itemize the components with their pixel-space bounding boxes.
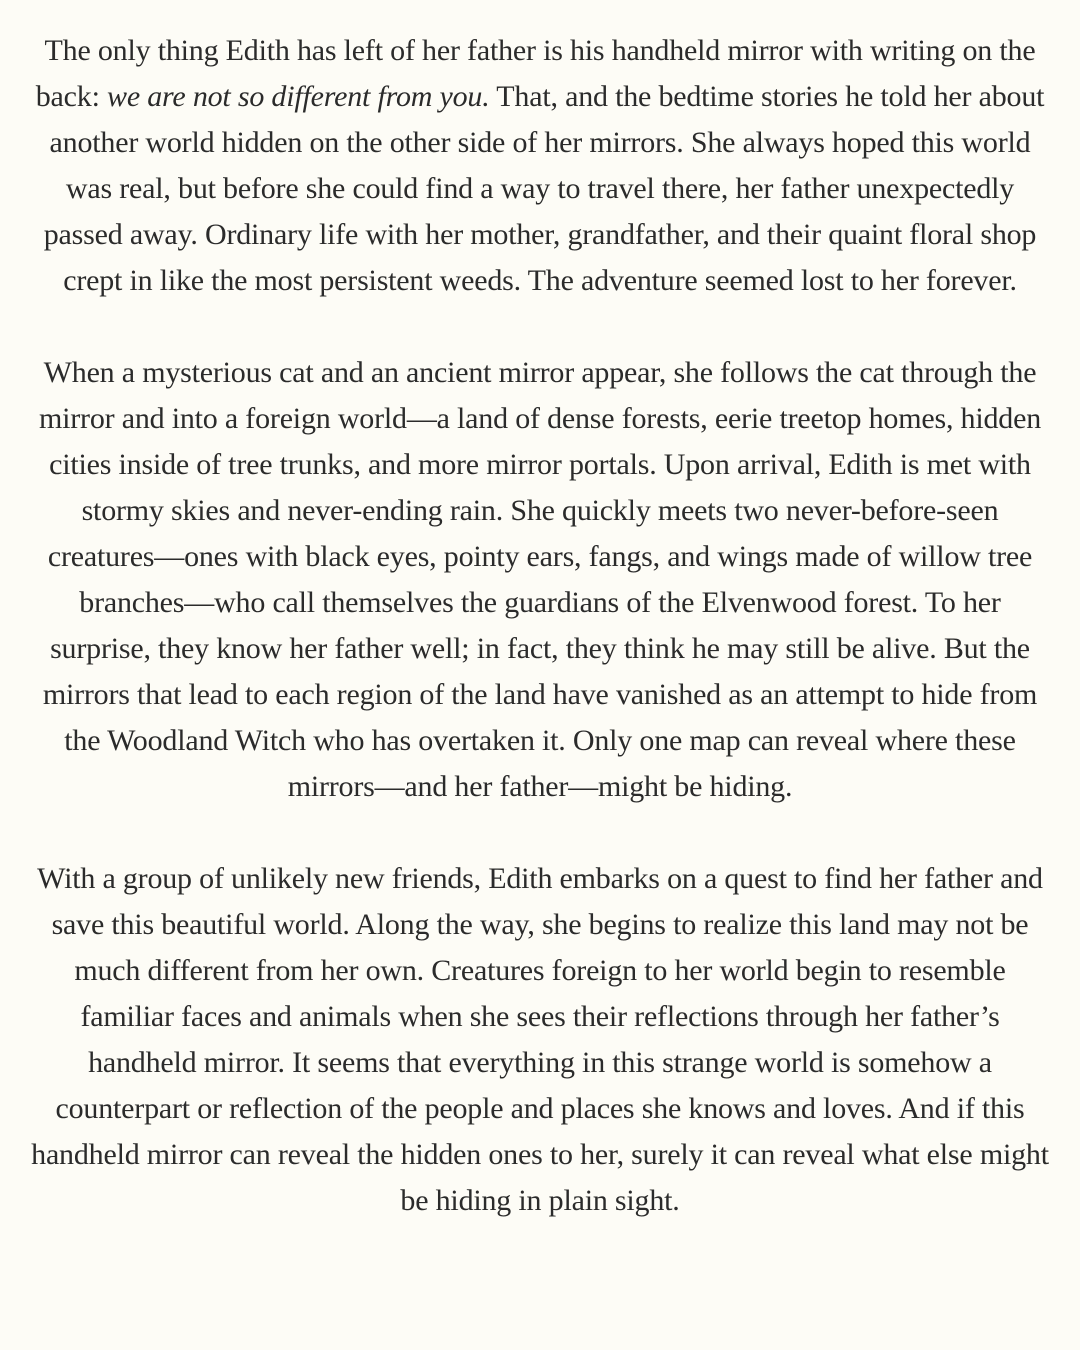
paragraph-1-intro: The only thing Edith has left of her father is his handheld mirror with writing on the back: — [35, 34, 1036, 113]
blurb-paragraph-1 — [30, 28, 1050, 304]
paragraph-1-rest: That, and the bedtime stories he told her about another world hidden on the other side of her mirrors. She always hoped this world was real, but before she could find a way to travel there, her father unexpectedly passed away. Ordinary life with her mother, grandfather, and their quaint floral shop crept in like the most persistent weeds. The adventure seemed lost to her forever. — [43, 80, 1045, 297]
blurb-paragraph-2: When a mysterious cat and an ancient mirror appear, she follows the cat through the mirror and into a foreign world—a land of dense forests, eerie treetop homes, hidden cities inside of tree trunks, and more mirror portals. Upon arrival, Edith is met with stormy skies and never-ending rain. She quickly meets two never-before-seen creatures—ones with black eyes, pointy ears, fangs, and wings made of willow tree branches—who call themselves the guardians of the Elvenwood forest. To her surprise, they know her father well; in fact, they think he may still be alive. But the mirrors that lead to each region of the land have vanished as an attempt to hide from the Woodland Witch who has overtaken it. Only one map can reveal where these mirrors—and her father—might be hiding. — [38, 356, 1042, 803]
book-blurb — [30, 28, 1050, 1328]
mirror-inscription-quote: we are not so different from you. — [107, 80, 490, 113]
blurb-paragraph-3: With a group of unlikely new friends, Edith embarks on a quest to find her father and save this beautiful world. Along the way, she begins to realize this land may not be much different from her own. Creatures foreign to her world begin to resemble familiar faces and animals when she sees their reflections through her father’s handheld mirror. It seems that everything in this strange world is somehow a counterpart or reflection of the people and places she knows and loves. And if this handheld mirror can reveal the hidden ones to her, surely it can reveal what else might be hiding in plain sight. — [31, 862, 1049, 1217]
